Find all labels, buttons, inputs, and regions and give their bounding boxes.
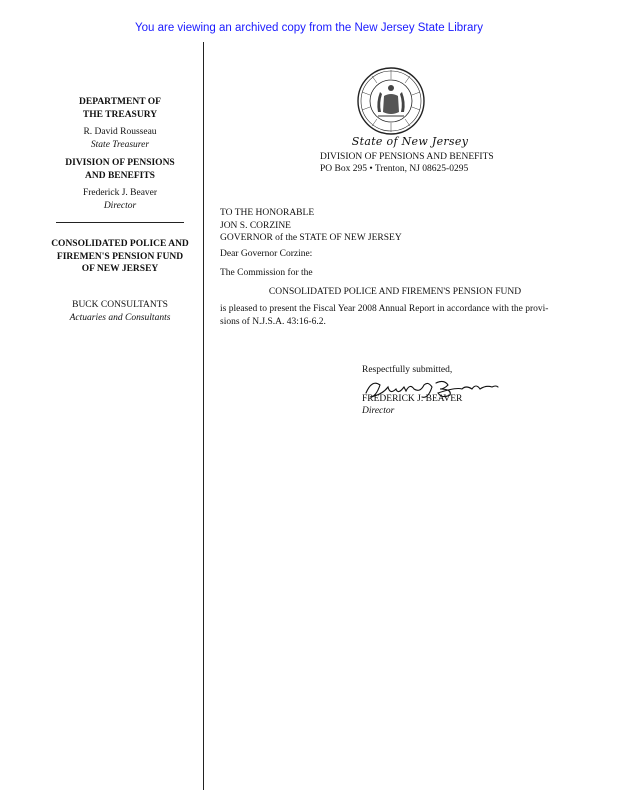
fund-line1: CONSOLIDATED POLICE AND	[51, 239, 189, 249]
letterhead	[320, 136, 500, 176]
closing-line: Respectfully submitted,	[362, 365, 453, 375]
letterhead-address: PO Box 295 • Trenton, NJ 08625-0295	[320, 164, 469, 174]
addressee-line1: TO THE HONORABLE	[220, 208, 315, 218]
sidebar-director	[50, 187, 190, 212]
addressee-line3: GOVERNOR of the STATE OF NEW JERSEY	[220, 233, 402, 243]
dept-line2: THE TREASURY	[82, 109, 158, 120]
treasurer-title: State Treasurer	[90, 139, 150, 150]
state-title: State of New Jersey	[351, 135, 469, 148]
sidebar-division	[50, 157, 190, 182]
signature-block	[362, 364, 522, 418]
state-seal-icon	[356, 66, 426, 136]
sidebar-rule	[50, 222, 190, 223]
fund-line2: FIREMEN'S PENSION FUND	[56, 251, 184, 262]
consultant-title: Actuaries and Consultants	[69, 312, 171, 323]
signer-name: FREDERICK J. BEAVER	[362, 393, 463, 404]
fund-name-line: CONSOLIDATED POLICE AND FIREMEN'S PENSION FUND	[268, 287, 522, 297]
sidebar-consultants	[50, 299, 190, 324]
dept-line1: DEPARTMENT OF	[79, 97, 161, 107]
intro-line: The Commission for the	[220, 268, 313, 278]
sidebar-divider	[56, 222, 184, 223]
addressee-block	[220, 207, 570, 245]
director-title: Director	[103, 200, 137, 211]
archive-banner: You are viewing an archived copy from the New Jersey State Library	[135, 22, 483, 34]
vertical-divider	[203, 42, 204, 790]
fund-line3: OF NEW JERSEY	[81, 264, 159, 274]
sidebar-department	[50, 96, 190, 121]
sidebar-treasurer	[50, 126, 190, 151]
body-line2: sions of N.J.S.A. 43:16-6.2.	[220, 316, 326, 327]
director-name: Frederick J. Beaver	[82, 188, 158, 198]
salutation: Dear Governor Corzine:	[220, 249, 313, 259]
letterhead-division: DIVISION OF PENSIONS AND BENEFITS	[320, 151, 494, 162]
body-line1: is pleased to present the Fiscal Year 2008 Annual Report in accordance with the provi-	[220, 304, 549, 314]
treasurer-name: R. David Rousseau	[83, 127, 157, 137]
division-line1: DIVISION OF PENSIONS	[65, 158, 175, 168]
division-line2: AND BENEFITS	[85, 170, 155, 181]
body-paragraph	[220, 303, 570, 328]
sidebar-fund	[50, 238, 190, 276]
addressee-line2: JON S. CORZINE	[220, 220, 291, 231]
consultant-name: BUCK CONSULTANTS	[72, 300, 168, 310]
signer-title: Director	[362, 406, 395, 416]
